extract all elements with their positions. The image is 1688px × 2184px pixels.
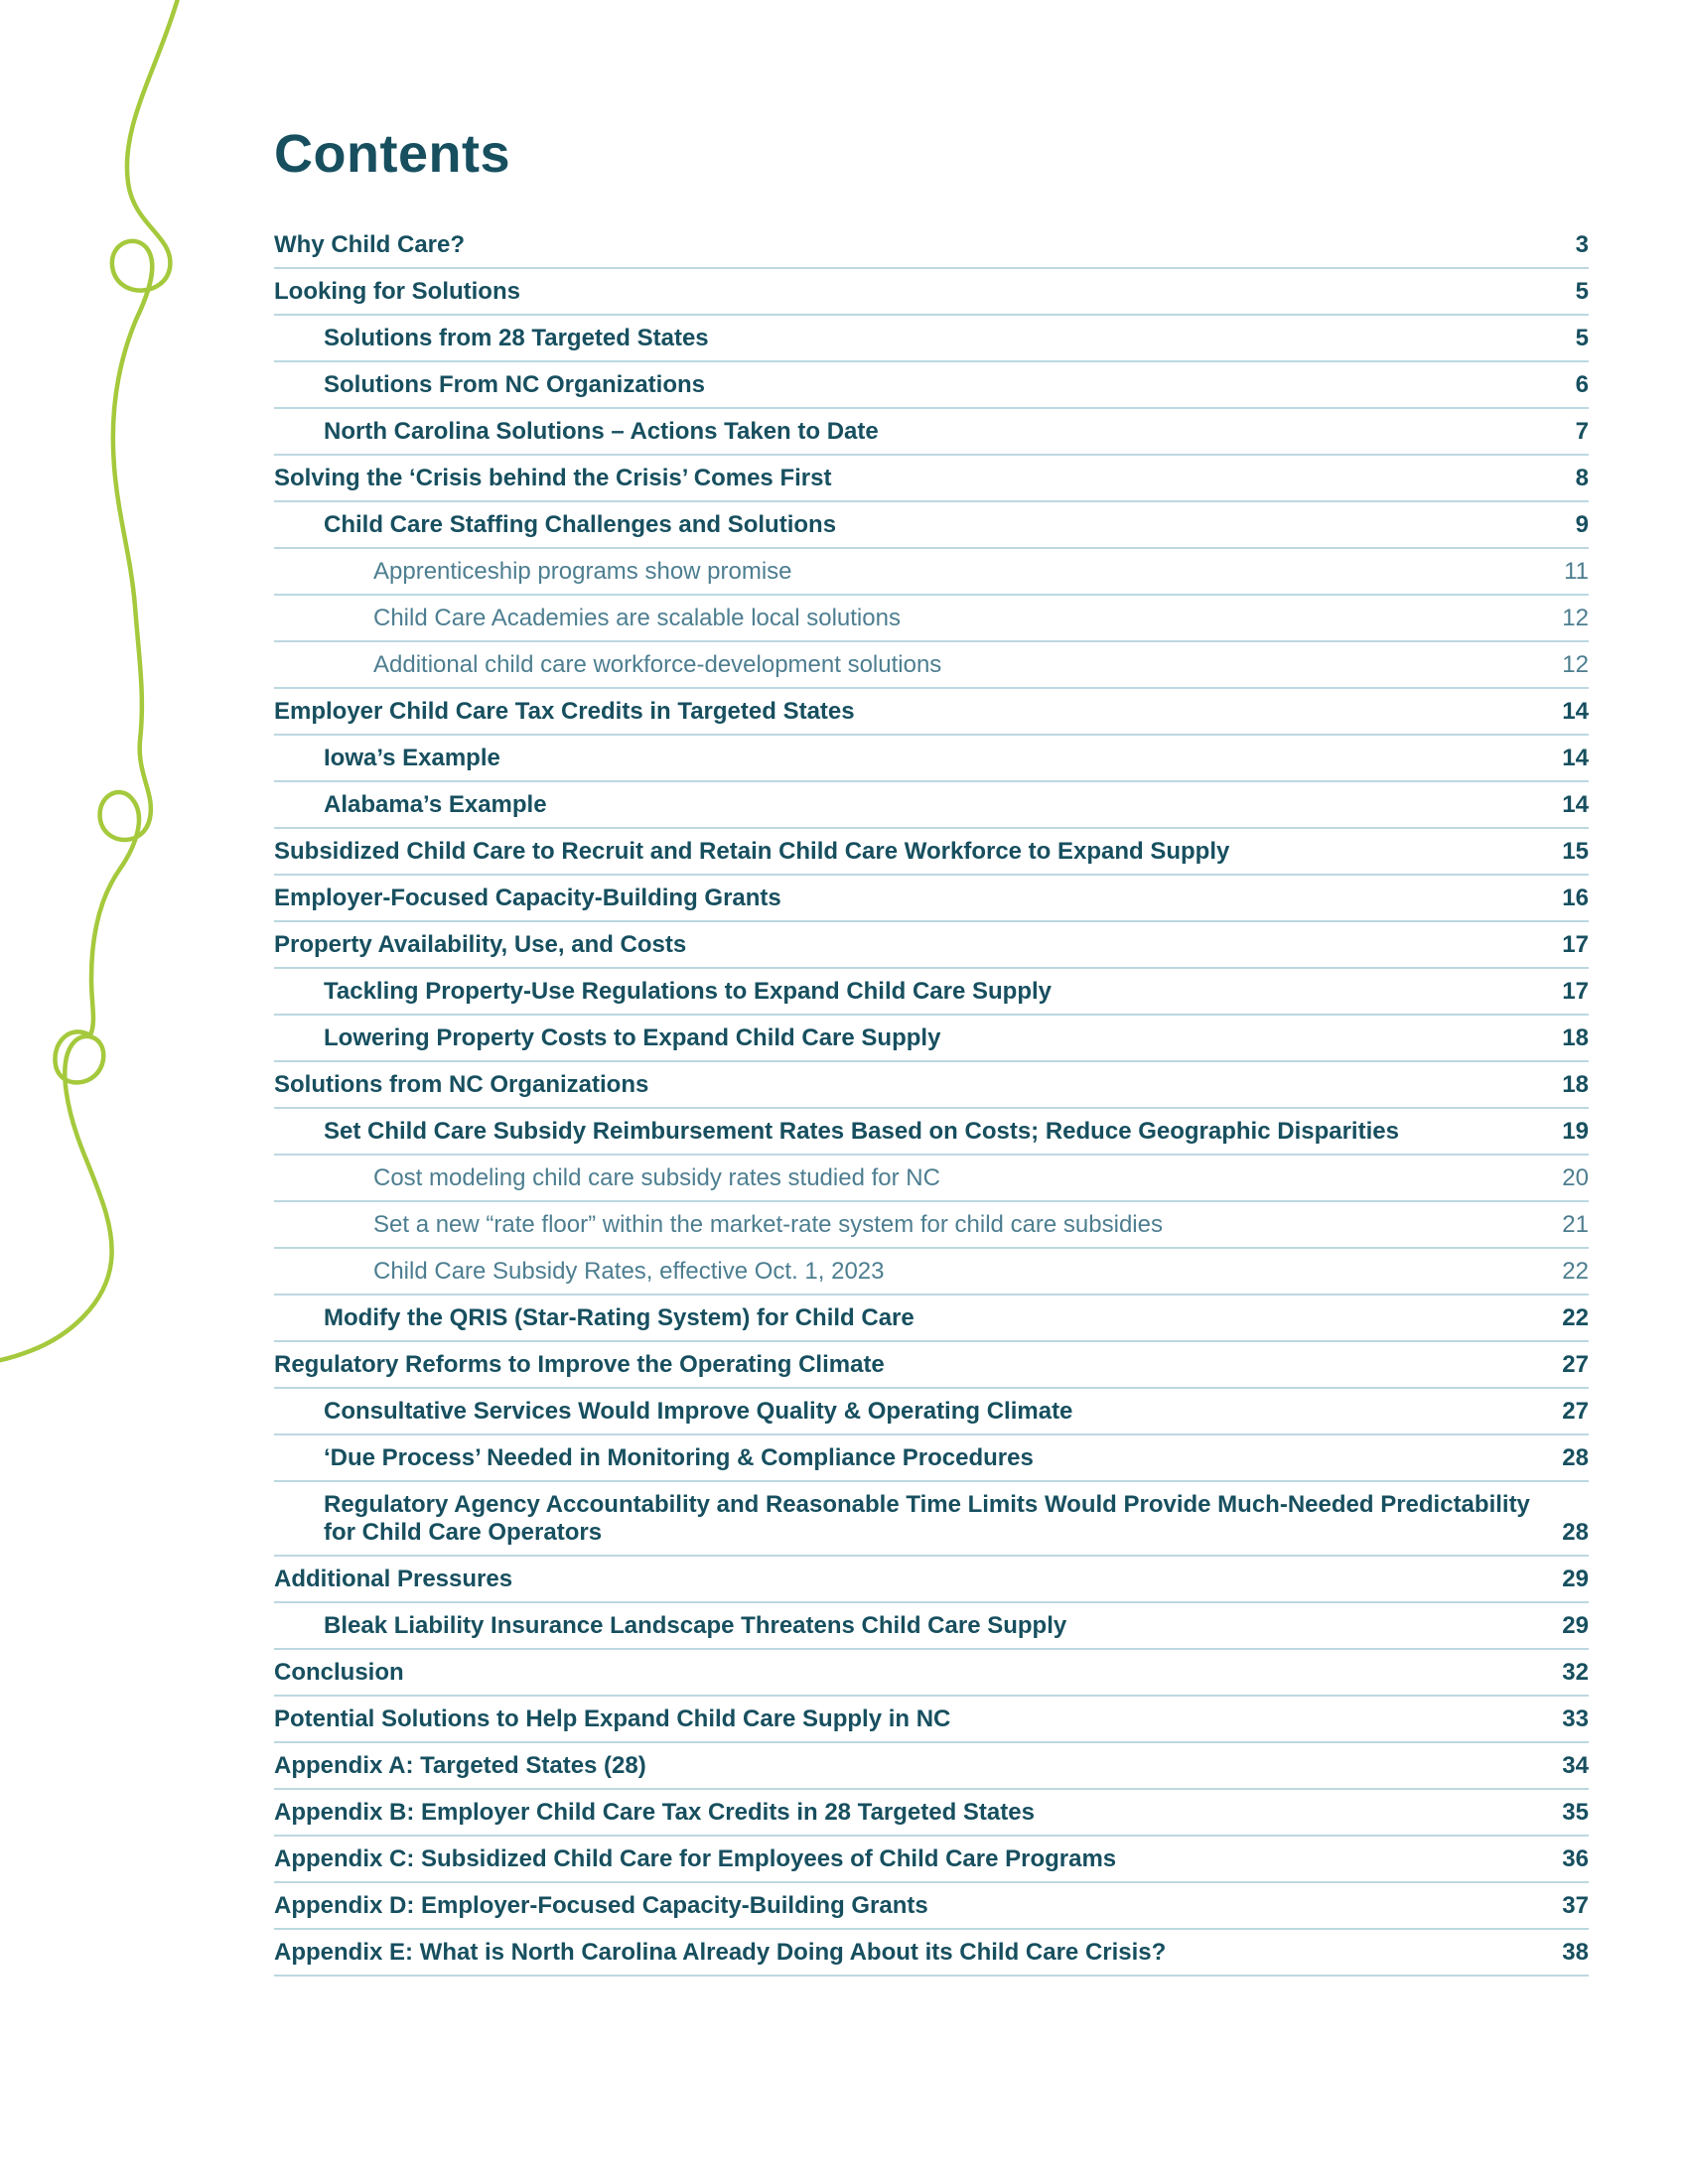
toc-entry-label: ‘Due Process’ Needed in Monitoring & Compliance Procedures [324, 1444, 1034, 1471]
toc-row[interactable] [274, 1202, 1589, 1249]
toc-row[interactable] [274, 1156, 1589, 1202]
toc-row[interactable] [274, 969, 1589, 1016]
toc-row[interactable] [274, 1883, 1589, 1930]
toc-entry-page: 34 [1562, 1752, 1589, 1779]
toc-entry-label: Appendix D: Employer-Focused Capacity-Building Grants [274, 1892, 928, 1919]
toc-entry-page: 7 [1575, 418, 1589, 445]
toc-entry-page: 35 [1562, 1799, 1589, 1826]
toc-row[interactable] [274, 782, 1589, 829]
toc-row[interactable] [274, 1603, 1589, 1650]
toc-entry-page: 28 [1562, 1519, 1589, 1546]
toc-entry-page: 11 [1564, 558, 1589, 585]
toc-entry-page: 33 [1562, 1706, 1589, 1732]
toc-row[interactable] [274, 362, 1589, 409]
toc-entry-page: 14 [1562, 745, 1589, 771]
green-squiggle-graphic [0, 0, 318, 1439]
toc-entry-page: 5 [1575, 278, 1589, 305]
toc-entry-label: North Carolina Solutions – Actions Taken to Date [324, 418, 879, 445]
toc-entry-label: Cost modeling child care subsidy rates studied for NC [373, 1164, 940, 1191]
toc-entry-page: 17 [1562, 931, 1589, 958]
toc-row[interactable] [274, 1435, 1589, 1482]
toc-entry-page: 27 [1562, 1351, 1589, 1378]
toc-entry-label: Consultative Services Would Improve Quality & Operating Climate [324, 1398, 1073, 1425]
toc-entry-label: Looking for Solutions [274, 278, 520, 305]
contents-section [274, 124, 1589, 1977]
toc-entry-label: Property Availability, Use, and Costs [274, 931, 687, 958]
toc-entry-page: 15 [1562, 838, 1589, 865]
toc-row[interactable] [274, 596, 1589, 642]
toc-entry-page: 14 [1562, 698, 1589, 725]
toc-entry-label: Iowa’s Example [324, 745, 500, 771]
toc-entry-page: 12 [1562, 651, 1589, 678]
toc-entry-label: Child Care Academies are scalable local solutions [373, 605, 901, 631]
toc-entry-page: 8 [1575, 465, 1589, 491]
toc-entry-page: 27 [1562, 1398, 1589, 1425]
toc-row[interactable] [274, 1930, 1589, 1977]
toc-entry-label: Alabama’s Example [324, 791, 547, 818]
toc-row[interactable] [274, 222, 1589, 269]
toc-entry-page: 29 [1562, 1612, 1589, 1639]
toc-row[interactable] [274, 456, 1589, 502]
toc-entry-page: 28 [1562, 1444, 1589, 1471]
green-squiggle-path [0, 0, 180, 1363]
toc-entry-label: Bleak Liability Insurance Landscape Threatens Child Care Supply [324, 1612, 1067, 1639]
toc-entry-page: 38 [1562, 1939, 1589, 1966]
toc-entry-label: Modify the QRIS (Star-Rating System) for Child Care [324, 1304, 914, 1331]
toc-row[interactable] [274, 1697, 1589, 1743]
toc-entry-label: Potential Solutions to Help Expand Child Care Supply in NC [274, 1706, 951, 1732]
toc-row[interactable] [274, 1016, 1589, 1062]
toc-entry-page: 18 [1562, 1071, 1589, 1098]
toc-entry-page: 37 [1562, 1892, 1589, 1919]
toc-entry-label: Solving the ‘Crisis behind the Crisis’ Comes First [274, 465, 832, 491]
toc-entry-page: 9 [1575, 511, 1589, 538]
toc-row[interactable] [274, 1296, 1589, 1342]
toc-row[interactable] [274, 1557, 1589, 1603]
toc-row[interactable] [274, 1790, 1589, 1837]
toc-entry-label: Solutions from 28 Targeted States [324, 325, 709, 351]
toc-entry-page: 20 [1562, 1164, 1589, 1191]
toc-entry-label: Regulatory Agency Accountability and Reasonable Time Limits Would Provide Much-Needed Predictability for Child Care Operators [324, 1491, 1530, 1546]
toc-entry-page: 18 [1562, 1024, 1589, 1051]
toc-row[interactable] [274, 502, 1589, 549]
toc-row[interactable] [274, 736, 1589, 782]
toc-entry-label: Employer-Focused Capacity-Building Grants [274, 885, 781, 911]
toc-entry-page: 29 [1562, 1566, 1589, 1592]
toc-entry-page: 14 [1562, 791, 1589, 818]
toc-entry-page: 12 [1562, 605, 1589, 631]
toc-entry-label: Appendix B: Employer Child Care Tax Credits in 28 Targeted States [274, 1799, 1035, 1826]
toc-entry-label: Additional Pressures [274, 1566, 513, 1592]
toc-entry-label: Additional child care workforce-development solutions [373, 651, 942, 678]
toc-entry-page: 22 [1562, 1258, 1589, 1285]
toc-entry-label: Appendix C: Subsidized Child Care for Employees of Child Care Programs [274, 1845, 1117, 1872]
toc-row[interactable] [274, 1389, 1589, 1435]
toc-entry-page: 21 [1562, 1211, 1589, 1238]
toc-row[interactable] [274, 1249, 1589, 1296]
toc-entry-label: Subsidized Child Care to Recruit and Retain Child Care Workforce to Expand Supply [274, 838, 1230, 865]
page-title: Contents [274, 124, 510, 184]
toc-row[interactable] [274, 549, 1589, 596]
toc-row[interactable] [274, 1342, 1589, 1389]
toc-entry-page: 3 [1575, 231, 1589, 258]
toc-row[interactable] [274, 269, 1589, 316]
toc-row[interactable] [274, 689, 1589, 736]
toc-row[interactable] [274, 1482, 1589, 1557]
toc-row[interactable] [274, 409, 1589, 456]
toc-list [274, 222, 1589, 1977]
toc-entry-label: Conclusion [274, 1659, 404, 1686]
toc-row[interactable] [274, 316, 1589, 362]
toc-entry-label: Child Care Staffing Challenges and Solutions [324, 511, 837, 538]
toc-entry-label: Appendix E: What is North Carolina Already Doing About its Child Care Crisis? [274, 1939, 1167, 1966]
toc-entry-label: Why Child Care? [274, 231, 466, 258]
toc-entry-page: 6 [1575, 371, 1589, 398]
toc-entry-label: Set a new “rate floor” within the market-rate system for child care subsidies [373, 1211, 1163, 1238]
toc-entry-label: Solutions from NC Organizations [274, 1071, 649, 1098]
toc-row[interactable] [274, 829, 1589, 876]
toc-entry-page: 36 [1562, 1845, 1589, 1872]
toc-row[interactable] [274, 642, 1589, 689]
toc-entry-label: Regulatory Reforms to Improve the Operating Climate [274, 1351, 885, 1378]
toc-row[interactable] [274, 1837, 1589, 1883]
toc-row[interactable] [274, 1743, 1589, 1790]
toc-entry-page: 17 [1562, 978, 1589, 1005]
toc-entry-label: Set Child Care Subsidy Reimbursement Rates Based on Costs; Reduce Geographic Disparities [324, 1118, 1399, 1145]
toc-row[interactable] [274, 1650, 1589, 1697]
toc-entry-page: 22 [1562, 1304, 1589, 1331]
toc-entry-label: Appendix A: Targeted States (28) [274, 1752, 646, 1779]
toc-entry-label: Lowering Property Costs to Expand Child Care Supply [324, 1024, 941, 1051]
toc-entry-page: 5 [1575, 325, 1589, 351]
toc-entry-label: Solutions From NC Organizations [324, 371, 706, 398]
toc-row[interactable] [274, 876, 1589, 922]
toc-entry-page: 19 [1562, 1118, 1589, 1145]
toc-row[interactable] [274, 1062, 1589, 1109]
toc-row[interactable] [274, 922, 1589, 969]
toc-entry-page: 32 [1562, 1659, 1589, 1686]
toc-entry-label: Employer Child Care Tax Credits in Targeted States [274, 698, 855, 725]
toc-row[interactable] [274, 1109, 1589, 1156]
toc-entry-label: Tackling Property-Use Regulations to Expand Child Care Supply [324, 978, 1053, 1005]
toc-entry-label: Apprenticeship programs show promise [373, 558, 792, 585]
toc-entry-label: Child Care Subsidy Rates, effective Oct. 1, 2023 [373, 1258, 885, 1285]
toc-entry-page: 16 [1562, 885, 1589, 911]
